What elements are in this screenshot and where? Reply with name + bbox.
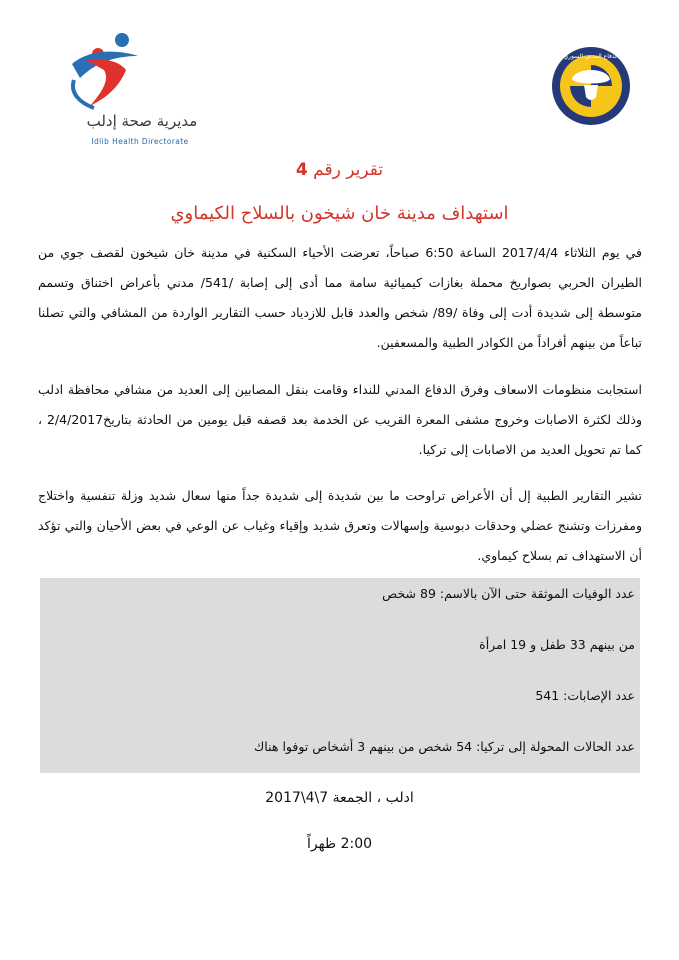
idlib-health-logo xyxy=(38,30,198,146)
syrian-civil-defence-logo-icon xyxy=(550,45,632,127)
logo-name-arabic: مديرية صحة إدلب xyxy=(86,112,198,130)
paragraph-symptoms: تشير التقارير الطبية إل أن الأعراض تراوحت ما بين شديدة إلى شديدة جداً منها سعال شديد وزلة تنفسية واختلاج ومفرزات وتشنج عضلي وحدقات دبوسية وإسهالات وتعرق شديد وإقياء وغياب عن الوعي في بعض الأحيان والتي تؤكد أن الاستهداف تم بسلاح كيماوي. xyxy=(38,488,642,563)
civil-defence-logo xyxy=(550,45,632,131)
report-number-title xyxy=(0,160,679,180)
idlib-health-directorate-logo-icon xyxy=(68,30,143,110)
paragraph-incident: في يوم الثلاثاء 2017/4/4 الساعة 6:50 صباحاً، تعرضت الأحياء السكنية في مدينة خان شيخون لقصف جوي من الطيران الحربي بصواريخ محملة بغازات كيميائية سامة مما أدى إلى إصابة /541/ مدني بأعراض اختناق وتسمم متوسطة إلى شديدة أدت إلى وفاة /89/ شخص والعدد قابل للازدياد حسب التقارير الواردة من المشافي والتي تصلنا تباعاً من بينهم أفراداً من الكوادر الطبية والمسعفين. xyxy=(38,245,642,350)
report-number: 4 xyxy=(295,160,308,180)
stat-deaths: عدد الوفيات الموثقة حتى الآن بالاسم: 89 شخص xyxy=(382,586,635,601)
paragraph-response: استجابت منظومات الاسعاف وفرق الدفاع المدني للنداء وقامت بنقل المصابين إلى العديد من مشافي محافظة ادلب وذلك لكثرة الاصابات وخروج مشفى المعرة القريب عن الخدمة بعد قصفه قبل يومين من الحادثة بتاريخ2/4/2017 ، كما تم تحويل العديد من الاصابات إلى تركيا. xyxy=(38,382,642,457)
report-subject: استهداف مدينة خان شيخون بالسلاح الكيماوي xyxy=(170,203,509,224)
logo-name-english: Idlib Health Directorate xyxy=(91,137,189,146)
place-date: ادلب ، الجمعة 7\4\2017 xyxy=(265,790,414,806)
report-number-label: تقرير رقم xyxy=(313,160,384,180)
stat-injuries: عدد الإصابات: 541 xyxy=(535,688,635,703)
civil-defence-logo-text: الدفاع المدني السوري xyxy=(563,53,619,60)
stat-transferred: عدد الحالات المحولة إلى تركيا: 54 شخص من بينهم 3 أشخاص توفوا هناك xyxy=(254,739,635,754)
casualty-stats-box xyxy=(40,578,640,773)
stat-breakdown: من بينهم 33 طفل و 19 امرأة xyxy=(479,637,635,652)
report-time: 2:00 ظهراً xyxy=(306,836,373,852)
